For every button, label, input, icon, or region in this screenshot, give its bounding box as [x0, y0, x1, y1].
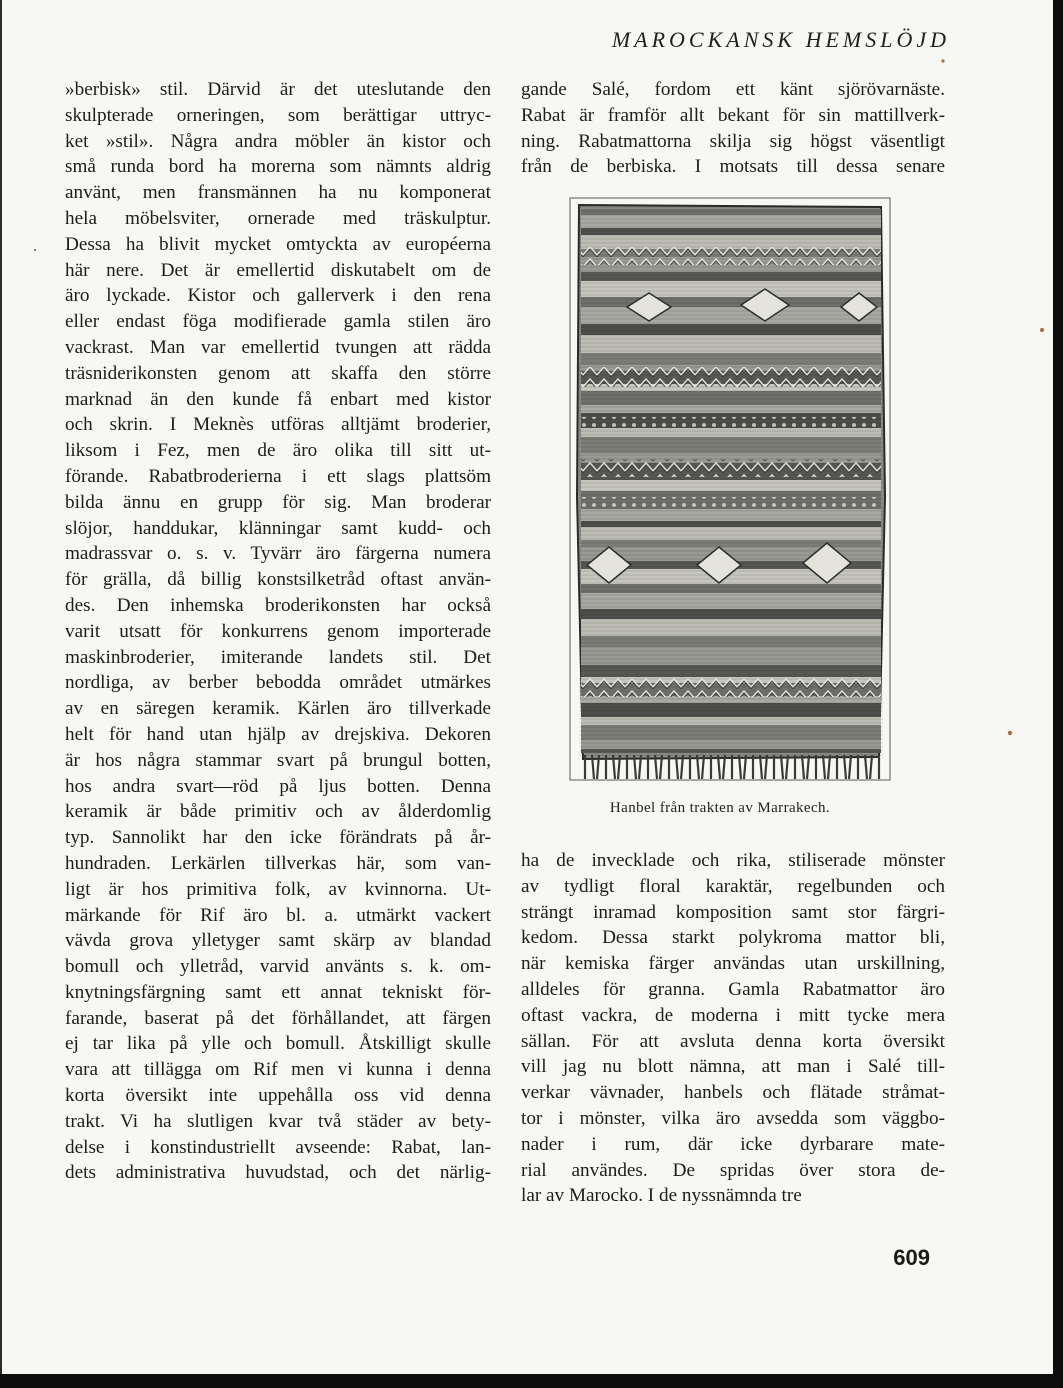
text-line: förande. Rabatbroderierna i ett slags plattsöm	[65, 465, 491, 487]
text-line: bomull och ylletråd, varvid använts s. k. om-	[65, 956, 491, 978]
text-line: märkande för Rif äro bl. a. utmärkt vackert	[65, 904, 491, 926]
scan-edge-bottom	[0, 1374, 1063, 1388]
fringe-strand	[823, 755, 825, 779]
text-line: äro lyckade. Kistor och gallerverk i den rena	[65, 285, 491, 307]
text-line: bilda ännu en grupp för sig. Man broderar	[65, 491, 491, 513]
text-line: använt, men fransmännen ha nu komponerat	[65, 182, 491, 204]
text-line: ligt är hos primitiva folk, av kvinnorna. Ut-	[65, 878, 491, 900]
text-line: marknad än den kunde få enbart med kistor	[65, 388, 491, 410]
text-line: av en säregen keramik. Kärlen äro tillverkade	[65, 698, 491, 720]
text-line: hela möbelsviter, ornerade med träskulptur.	[65, 207, 491, 229]
text-line: tor i mönster, vilka äro avsedda som väggbo-	[521, 1107, 945, 1129]
text-line: trakt. Vi ha slutligen kvar två städer av bety-	[65, 1110, 491, 1132]
fringe-strand	[844, 755, 846, 779]
text-line: liksom i Fez, men de äro olika till sitt ut-	[65, 440, 491, 462]
text-line: madrassvar o. s. v. Tyvärr äro färgerna numera	[65, 543, 491, 565]
text-line: när kemiska färger användas utan urskillning,	[521, 953, 945, 975]
text-line: och skrin. I Meknès utföras alltjämt broderier,	[65, 414, 491, 436]
fringe-strand	[865, 755, 867, 779]
text-line: hos andra svart—röd på ljus botten. Denna	[65, 775, 491, 797]
fringe-strand	[807, 755, 809, 779]
text-line: farande, baserat på det förhållandet, att färgen	[65, 1007, 491, 1029]
text-line: små runda bord ha morerna som nämnts aldrig	[65, 156, 491, 178]
text-line: helt för hand utan hjälp av drejskiva. Dekoren	[65, 723, 491, 745]
scan-edge-right	[1053, 0, 1063, 1388]
text-line: ej tar lika på ylle och bomull. Åtskilligt skulle	[65, 1033, 491, 1055]
text-line: lar av Marocko. I de nyssnämnda tre	[521, 1185, 802, 1207]
left-column	[65, 77, 491, 1186]
text-line: strängt inramad komposition samt stor färgri-	[521, 901, 945, 923]
fringe-strand	[849, 755, 851, 779]
text-line: dets administrativa huvudstad, och det närlig-	[65, 1162, 491, 1184]
text-line: korta översikt inte uppehålla oss vid denna	[65, 1085, 491, 1107]
text-line: varit utsatt för konkurrens genom importerade	[65, 620, 491, 642]
text-line: alldeles för granna. Gamla Rabatmattor äro	[521, 978, 945, 1000]
text-line: här nere. Det är emellertid diskutabelt om de	[65, 259, 491, 281]
text-line: knytningsfärgning samt ett annat tekniskt för-	[65, 981, 491, 1003]
text-line: ket »stil». Några andra möbler än kistor och	[65, 130, 491, 152]
text-line: Rabat är framför allt bekant för sin mattillverk-	[521, 104, 945, 126]
text-line: verkar vävnader, hanbels och flätade stråmat-	[521, 1082, 945, 1104]
text-line: slöjor, handdukar, klänningar samt kudd- och	[65, 517, 491, 539]
text-line: Dessa ha blivit mycket omtyckta av européerna	[65, 233, 491, 255]
text-line: keramik är både primitiv och av ålderdomlig	[65, 801, 491, 823]
text-line: »berbisk» stil. Därvid är det uteslutande den	[65, 79, 491, 100]
text-line: nader i rum, där icke dyrbarare mate-	[521, 1133, 945, 1155]
text-line: sällan. För att avsluta denna korta översikt	[521, 1030, 945, 1052]
right-column-bottom	[521, 848, 945, 1209]
text-line: av tydligt floral karaktär, regelbunden och	[521, 875, 945, 897]
fringe-strand	[802, 755, 804, 779]
scan-edge-left	[0, 0, 2, 1388]
text-line: delse i konstindustriellt avseende: Rabat, lan-	[65, 1136, 491, 1158]
text-line: maskinbroderier, imiterande landets stil. Det	[65, 646, 491, 668]
text-line: vackrast. Man var emellertid tvungen att rädda	[65, 336, 491, 358]
figure-caption: Hanbel från trakten av Marrakech.	[609, 800, 831, 816]
running-head: MAROCKANSK HEMSLÖJD	[611, 27, 950, 52]
text-line: vill jag nu blott nämna, att man i Salé till-	[521, 1056, 945, 1078]
text-line: rial användes. De spridas över stora de-	[521, 1159, 945, 1181]
text-line: för grälla, då billig konstsilketråd oftast använ-	[65, 569, 491, 591]
text-line: hundraden. Lerkärlen tillverkas här, som van-	[65, 852, 491, 874]
text-line: vara att tillägga om Rif men vi kunna i denna	[65, 1059, 491, 1081]
text-line: från de berbiska. I motsats till dessa senare	[521, 156, 945, 178]
page-number: 609	[893, 1245, 930, 1270]
fringe-strand	[870, 755, 872, 779]
text-line: eller endast föga modifierade gamla stilen äro	[65, 311, 491, 333]
text-line: nordliga, av berber bebodda området utmärkes	[65, 672, 491, 694]
text-line: kedom. Dessa starkt polykroma mattor bli,	[521, 927, 945, 949]
text-line: vävda grova ylletyger samt skärp av blandad	[65, 930, 491, 952]
text-line: des. Den inhemska broderikonsten har också	[65, 594, 491, 616]
text-line: är hos några stammar svart på brungul botten,	[65, 749, 491, 771]
fringe-strand	[828, 755, 830, 779]
text-line: oftast vackra, de moderna i mitt tycke mera	[521, 1004, 945, 1026]
hanbel-rug-photo	[569, 197, 891, 781]
text-line: ning. Rabatmattorna skilja sig högst väsentligt	[521, 130, 945, 152]
text-line: gande Salé, fordom ett känt sjörövarnäste.	[521, 79, 945, 100]
text-line: skulpterade orneringen, som berättigar uttryc-	[65, 104, 491, 126]
text-line: ha de invecklade och rika, stiliserade mönster	[521, 850, 945, 871]
right-column-top	[521, 77, 945, 180]
text-line: typ. Sannolikt har den icke förändrats på år-	[65, 827, 491, 849]
text-line: träsniderikonsten genom att skaffa den större	[65, 362, 491, 384]
